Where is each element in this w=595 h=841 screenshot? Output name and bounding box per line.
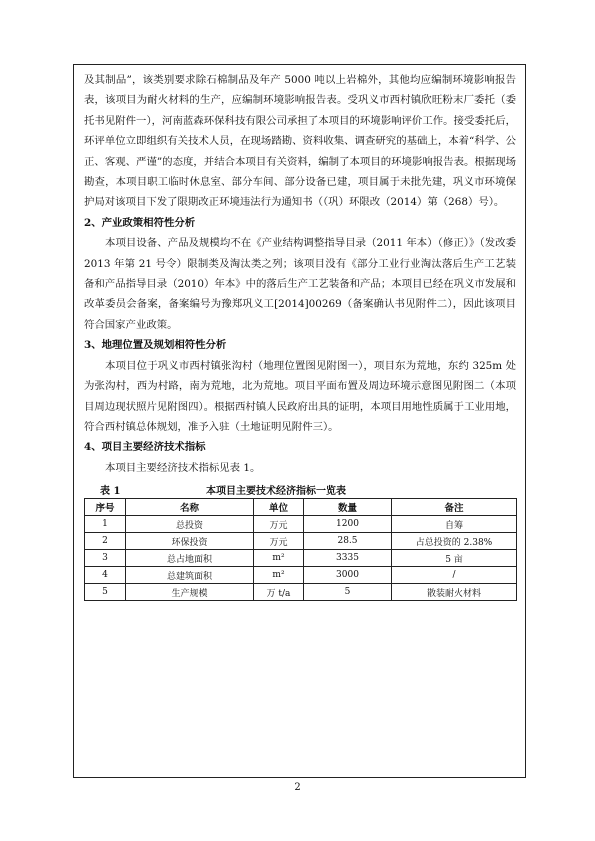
table-cell: 总占地面积 — [126, 550, 254, 567]
table-caption — [84, 480, 516, 498]
table-cell: 万 t/a — [254, 584, 304, 601]
table-cell: 万元 — [254, 516, 304, 533]
page-number: 2 — [294, 782, 301, 793]
section-heading-location-planning: 3、地理位置及规划相符性分析 — [84, 339, 227, 352]
paragraph-intro-continued: 及其制品”，该类别要求除石棉制品及年产 5000 吨以上岩棉外，其他均应编制环境影响报告表，该项目为耐火材料的生产，应编制环境影响报告表。受巩义市西村镇欣旺粉末厂委托（委托书见附件一），河南蓝森环保科技有限公司承担了本项目的环境影响评价工作。接受委托后，环评单位立即组织有关技术人员，在现场踏勘、资料收集、调查研究的基础上，本着“科学、公正、客观、严谨”的态度，并结合本项目有关资料，编制了本项目的环境影响报告表。根据现场勘查，本项目职工临时休息室、部分车间、部分设备已建，项目属于未批先建，巩义市环境保护局对该项目下发了限期改正环境违法行为通知书（（巩）环限改（2014）第（268）号）。 — [84, 74, 516, 209]
paragraph-economic-indicators: 本项目主要经济技术指标见表 1。 — [105, 461, 261, 474]
table-cell: 1 — [85, 516, 126, 533]
header-cell-name: 名称 — [126, 499, 254, 516]
document-body — [84, 70, 516, 601]
table-row — [85, 567, 517, 584]
table-number: 表 1 — [100, 486, 121, 498]
header-cell-quantity: 数量 — [304, 499, 392, 516]
table-cell: 2 — [85, 533, 126, 550]
table-cell: 5 — [85, 584, 126, 601]
table-cell: 5 — [304, 584, 392, 601]
table-cell: 占总投资的 2.38% — [392, 533, 517, 550]
table-cell: 万元 — [254, 533, 304, 550]
table-row — [85, 516, 517, 533]
table-cell: 5 亩 — [392, 550, 517, 567]
economic-indicators-table — [84, 498, 517, 601]
table-cell: 28.5 — [304, 533, 392, 550]
header-cell-index: 序号 — [85, 499, 126, 516]
table-title: 本项目主要技术经济指标一览表 — [206, 486, 346, 498]
table-cell: / — [392, 567, 517, 584]
section-heading-industrial-policy: 2、产业政策相符性分析 — [84, 216, 196, 229]
table-cell: 散装耐火材料 — [392, 584, 517, 601]
header-cell-remark: 备注 — [392, 499, 517, 516]
table-cell: 自筹 — [392, 516, 517, 533]
table-row — [85, 550, 517, 567]
table-cell: 总投资 — [126, 516, 254, 533]
table-row — [85, 533, 517, 550]
paragraph-location-planning: 本项目位于巩义市西村镇张沟村（地理位置图见附图一），项目东为荒地，东约 325m 处为张沟村，西为村路，南为荒地，北为荒地。项目平面布置及周边环境示意图见附图二（本项目周边现状照片见附图四）。根据西村镇人民政府出具的证明，本项目用地性质属于工业用地，符合西村镇总体规划，准予入驻（土地证明见附件三）。 — [84, 359, 516, 433]
table-cell: 1200 — [304, 516, 392, 533]
table-row — [85, 584, 517, 601]
header-cell-unit: 单位 — [254, 499, 304, 516]
table-header-row — [85, 499, 517, 516]
table-cell: m² — [254, 567, 304, 584]
table-cell: 环保投资 — [126, 533, 254, 550]
table-cell: 4 — [85, 567, 126, 584]
table-cell: 生产规模 — [126, 584, 254, 601]
section-heading-economic-indicators: 4、项目主要经济技术指标 — [84, 441, 206, 454]
table-cell: 总建筑面积 — [126, 567, 254, 584]
paragraph-industrial-policy: 本项目设备、产品及规模均不在《产业结构调整指导目录（2011 年本）（修正）》（发改委 2013 年第 21 号令）限制类及淘汰类之列；该项目没有《部分工业行业淘汰落后生产工艺装备和产品指导目录（2010）年本》中的落后生产工艺装备和产品；本项目已经在巩义市发展和改革委员会备案，备案编号为豫郑巩义工[2014]00269（备案确认书见附件二），因此该项目符合国家产业政策。 — [84, 237, 516, 331]
table-cell: 3335 — [304, 550, 392, 567]
table-cell: 3000 — [304, 567, 392, 584]
table-cell: m² — [254, 550, 304, 567]
table-cell: 3 — [85, 550, 126, 567]
